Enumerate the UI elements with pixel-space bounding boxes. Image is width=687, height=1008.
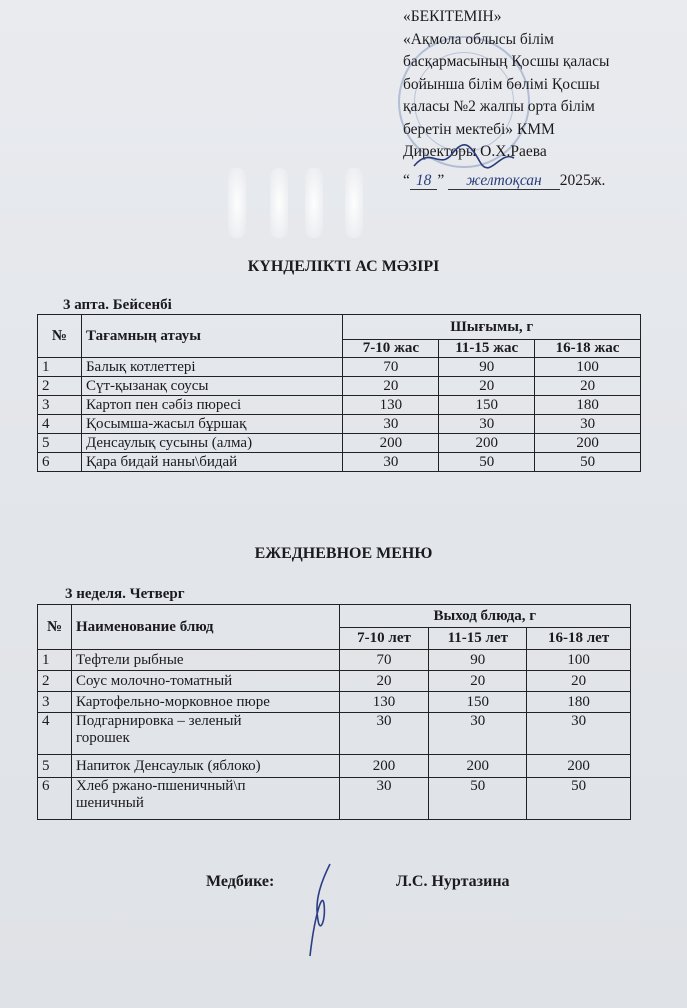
glare [305,168,323,238]
portion: 180 [535,396,641,415]
kazakh-menu-table [37,314,641,472]
portion: 20 [439,377,535,396]
table-row [38,650,631,671]
header-dish-name: Наименование блюд [71,605,339,650]
portion: 200 [343,434,439,453]
row-num: 1 [38,650,72,671]
portion: 20 [339,671,429,692]
header-age: 11-15 лет [429,628,527,650]
table-row [38,396,641,415]
glare [270,168,288,238]
portion: 100 [527,650,631,671]
row-num: 5 [38,755,72,778]
portion: 90 [429,650,527,671]
dish-name: Қосымша-жасыл бұршақ [81,415,343,434]
portion: 200 [535,434,641,453]
glare [345,168,363,238]
portion: 20 [535,377,641,396]
header-num: № [38,605,72,650]
portion: 20 [343,377,439,396]
portion: 30 [343,415,439,434]
quote-open: “ [403,172,410,189]
portion: 90 [439,358,535,377]
row-num: 2 [38,377,82,396]
date-day: 18 [410,172,438,190]
header-age: 16-18 жас [535,340,641,358]
approval-date [403,172,605,190]
approval-line: «БЕКІТЕМІН» [403,8,502,25]
table-row [38,453,641,472]
row-num: 4 [38,713,72,755]
portion: 30 [527,713,631,755]
portion: 50 [439,453,535,472]
row-num: 5 [38,434,82,453]
portion: 30 [339,713,429,755]
dish-name: Балық котлеттері [81,358,343,377]
row-num: 1 [38,358,82,377]
header-output: Выход блюда, г [339,605,630,628]
portion: 50 [535,453,641,472]
portion: 100 [535,358,641,377]
dish-name: Подгарнировка – зеленый горошек [71,713,339,755]
dish-name: Денсаулық сусыны (алма) [81,434,343,453]
kazakh-title: КҮНДЕЛІКТІ АС МӘЗІРІ [247,258,440,275]
table-row [38,377,641,396]
approval-line: бойынша білім бөлімі Қосшы [403,75,600,93]
approval-line: басқармасының Қосшы қаласы [403,53,610,70]
row-num: 3 [38,692,72,713]
row-num: 6 [38,778,72,820]
portion: 130 [343,396,439,415]
portion: 30 [339,778,429,820]
table-row [38,713,631,755]
russian-menu-table [37,604,631,820]
portion: 200 [527,755,631,778]
header-num: № [38,315,82,358]
header-output: Шығымы, г [343,315,641,340]
portion: 20 [429,671,527,692]
dish-name: Соус молочно-томатный [71,671,339,692]
portion: 50 [527,778,631,820]
table-row [38,434,641,453]
portion: 200 [339,755,429,778]
dish-name: Картофельно-морковное пюре [71,692,339,713]
portion: 150 [439,396,535,415]
glare [228,168,246,238]
table-row [38,671,631,692]
portion: 30 [429,713,527,755]
nurse-signature [300,860,350,960]
dish-name: Картоп пен сәбіз пюресі [81,396,343,415]
nurse-name: Л.С. Нуртазина [396,873,510,890]
dish-name: Напиток Денсаулык (яблоко) [71,755,339,778]
director-signature [410,140,520,174]
table-row [38,755,631,778]
approval-line: беретін мектебі» КММ [403,120,555,138]
portion: 200 [439,434,535,453]
dish-name: Сүт-қызанақ соусы [81,377,343,396]
row-num: 4 [38,415,82,434]
portion: 70 [339,650,429,671]
dish-name: Қара бидай наны\бидай [81,453,343,472]
header-age: 11-15 жас [439,340,535,358]
kazakh-subtitle: 3 апта. Бейсенбі [63,297,172,313]
table-row [38,358,641,377]
row-num: 3 [38,396,82,415]
portion: 130 [339,692,429,713]
dish-name: Хлеб ржано-пшеничный\пшеничный [71,778,339,820]
portion: 30 [439,415,535,434]
russian-subtitle: 3 неделя. Четверг [65,586,185,602]
table-row [38,778,631,820]
approval-line: қаласы №2 жалпы орта білім [403,98,595,115]
header-age: 7-10 жас [343,340,439,358]
russian-title: ЕЖЕДНЕВНОЕ МЕНЮ [254,545,433,562]
header-age: 7-10 лет [339,628,429,650]
header-dish-name: Тағамның атауы [81,315,343,358]
date-month: желтоқсан [448,172,560,190]
portion: 70 [343,358,439,377]
table-row [38,692,631,713]
portion: 150 [429,692,527,713]
header-age: 16-18 лет [527,628,631,650]
nurse-role: Медбике: [206,873,275,890]
approval-line: «Ақмола облысы білім [403,30,554,48]
date-year: 2025ж. [559,172,606,189]
portion: 200 [429,755,527,778]
quote-close: ” [437,172,445,189]
portion: 30 [535,415,641,434]
approval-line: Директоры О.Х.Раева [403,143,547,160]
row-num: 6 [38,453,82,472]
dish-name: Тефтели рыбные [71,650,339,671]
row-num: 2 [38,671,72,692]
table-row [38,415,641,434]
portion: 180 [527,692,631,713]
portion: 20 [527,671,631,692]
portion: 50 [429,778,527,820]
portion: 30 [343,453,439,472]
